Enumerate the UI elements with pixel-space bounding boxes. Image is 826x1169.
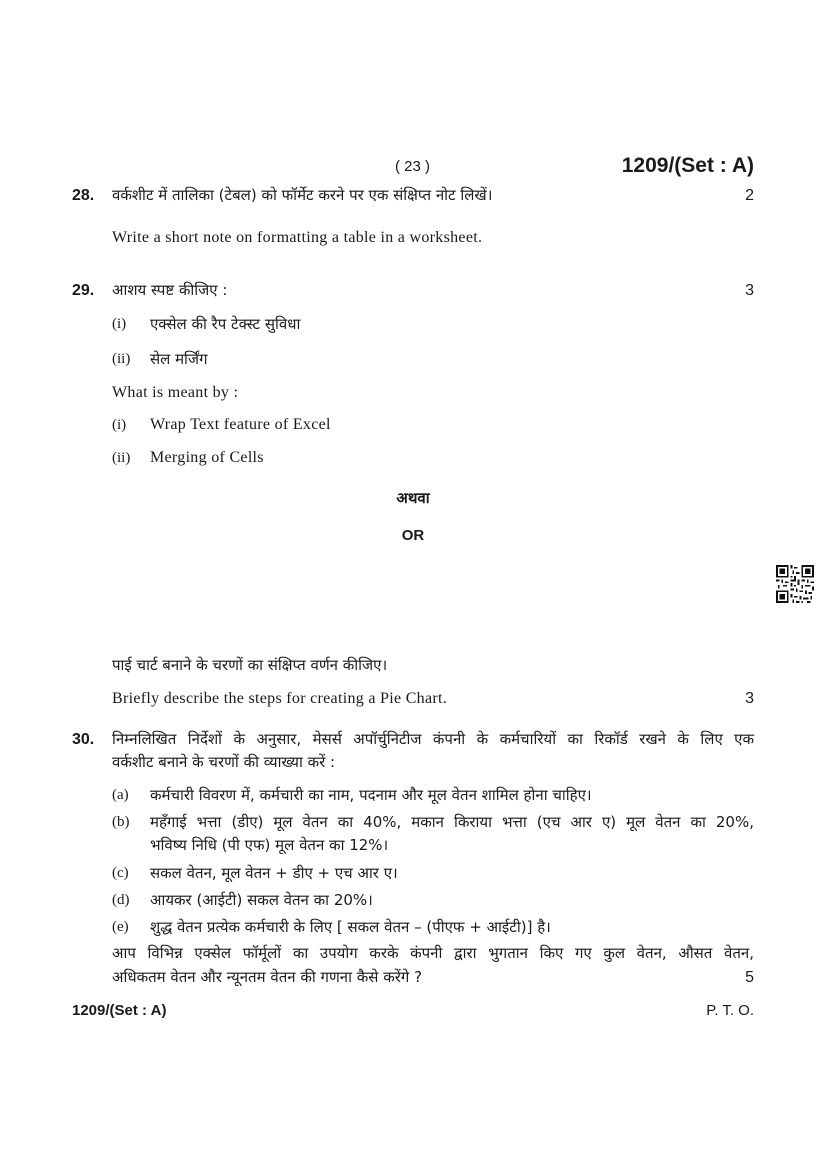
item-text-english: Merging of Cells xyxy=(150,449,264,466)
item-label: (c) xyxy=(112,865,129,881)
paper-code-header: 1209/(Set : A) xyxy=(621,154,754,177)
or-divider-english: OR xyxy=(401,527,425,544)
question-number: 29. xyxy=(72,282,95,299)
question-text-hindi: आशय स्पष्ट कीजिए : xyxy=(112,281,228,299)
item-text: महँगाई भत्ता (डीए) मूल वेतन का 40%, मकान किराया भत्ता (एच आर ए) मूल वेतन का 20%, xyxy=(150,813,754,831)
pto-label: P. T. O. xyxy=(706,1002,754,1019)
item-text: आयकर (आईटी) सकल वेतन का 20%। xyxy=(150,891,373,909)
question-number: 30. xyxy=(72,731,95,748)
alternative-question-hindi: पाई चार्ट बनाने के चरणों का संक्षिप्त वर्णन कीजिए। xyxy=(112,656,388,674)
question-text-hindi: वर्कशीट में तालिका (टेबल) को फॉर्मेट करने पर एक संक्षिप्त नोट लिखें। xyxy=(112,186,493,204)
page-number: ( 23 ) xyxy=(395,158,431,175)
item-text: शुद्ध वेतन प्रत्येक कर्मचारी के लिए [ सकल वेतन – (पीएफ + आईटी)] है। xyxy=(150,918,551,936)
question-marks: 3 xyxy=(745,282,754,299)
item-label: (i) xyxy=(112,316,127,332)
item-text-hindi: एक्सेल की रैप टेक्स्ट सुविधा xyxy=(150,315,301,333)
item-label: (a) xyxy=(112,787,129,803)
item-label: (b) xyxy=(112,814,130,830)
item-text: कर्मचारी विवरण में, कर्मचारी का नाम, पदनाम और मूल वेतन शामिल होना चाहिए। xyxy=(150,786,592,804)
item-label: (ii) xyxy=(112,450,131,466)
item-text-english: Wrap Text feature of Excel xyxy=(150,416,331,433)
item-label: (e) xyxy=(112,919,129,935)
item-text-hindi: सेल मर्जिंग xyxy=(150,350,208,368)
question-number: 28. xyxy=(72,187,95,204)
item-label: (ii) xyxy=(112,351,131,367)
question-text-english: What is meant by : xyxy=(112,384,239,401)
item-label: (i) xyxy=(112,417,127,433)
or-divider-hindi: अथवा xyxy=(396,489,430,507)
item-text: सकल वेतन, मूल वेतन + डीए + एच आर ए। xyxy=(150,864,398,882)
question-text-english: Write a short note on formatting a table in a worksheet. xyxy=(112,229,483,246)
question-marks: 5 xyxy=(745,969,754,986)
closing-question-line: आप विभिन्न एक्सेल फॉर्मूलों का उपयोग करके कंपनी द्वारा भुगतान किए गए कुल वेतन, औसत वेतन, xyxy=(112,944,754,962)
paper-code-footer: 1209/(Set : A) xyxy=(72,1002,167,1019)
question-marks: 2 xyxy=(745,187,754,204)
item-label: (d) xyxy=(112,892,130,908)
alternative-marks: 3 xyxy=(745,690,754,707)
qr-code-icon xyxy=(776,565,814,603)
alternative-question-english: Briefly describe the steps for creating a Pie Chart. xyxy=(112,690,448,707)
question-intro-line: वर्कशीट बनाने के चरणों की व्याख्या करें : xyxy=(112,753,336,771)
question-intro-line: निम्नलिखित निर्देशों के अनुसार, मेसर्स अपॉर्चुनिटीज कंपनी के कर्मचारियों का रिकॉर्ड रखने के लिए एक xyxy=(112,730,754,748)
closing-question-line: अधिकतम वेतन और न्यूनतम वेतन की गणना कैसे करेंगे ? xyxy=(112,968,423,986)
item-text: भविष्य निधि (पी एफ) मूल वेतन का 12%। xyxy=(150,836,389,854)
